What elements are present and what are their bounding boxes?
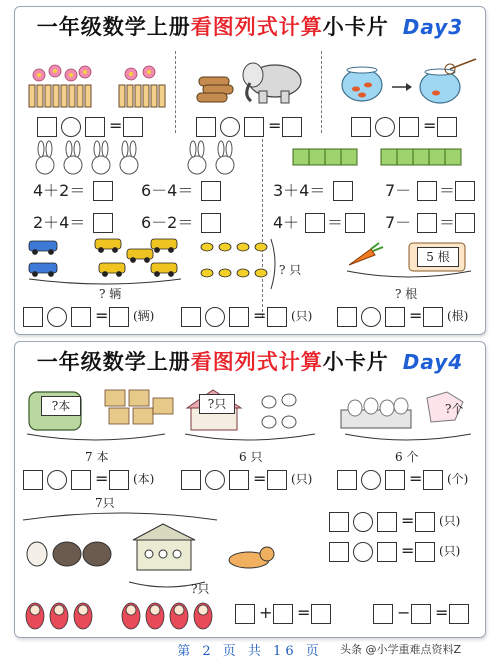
operator-circle[interactable] bbox=[353, 542, 373, 562]
answer-box[interactable] bbox=[201, 181, 221, 201]
question-label: ? 只 bbox=[279, 263, 302, 277]
answer-box[interactable] bbox=[305, 213, 325, 233]
answer-box[interactable] bbox=[337, 470, 357, 490]
answer-box[interactable] bbox=[423, 307, 443, 327]
answer-box[interactable] bbox=[71, 470, 91, 490]
answer-box[interactable] bbox=[455, 213, 475, 233]
answer-box[interactable] bbox=[415, 542, 435, 562]
answer-box[interactable] bbox=[267, 307, 287, 327]
operator-circle[interactable] bbox=[361, 307, 381, 327]
fishbowl-illustration bbox=[340, 59, 480, 105]
unit-label: (只) bbox=[291, 472, 313, 486]
answer-box[interactable] bbox=[71, 307, 91, 327]
answer-box[interactable] bbox=[93, 181, 113, 201]
title-part-1: 一年级数学上册 bbox=[36, 349, 191, 374]
operator-circle[interactable] bbox=[353, 512, 373, 532]
unit-label: (只) bbox=[291, 309, 313, 323]
problem-text: 6－2＝ bbox=[141, 213, 194, 232]
answer-box[interactable] bbox=[109, 470, 129, 490]
problem-text: ＝ bbox=[439, 213, 456, 232]
question-label: ?只 bbox=[191, 582, 210, 596]
operator-circle[interactable] bbox=[220, 117, 240, 137]
flower-fence-illustration bbox=[27, 63, 167, 109]
total-label: 7 本 bbox=[85, 450, 109, 464]
answer-box[interactable] bbox=[377, 542, 397, 562]
unit-label: (根) bbox=[447, 309, 469, 323]
problem-text: 6－4＝ bbox=[141, 181, 194, 200]
question-bubble: ?个 bbox=[445, 402, 464, 416]
day-label: Day4 bbox=[402, 350, 464, 374]
title-part-3: 小卡片 bbox=[322, 14, 389, 39]
answer-box[interactable] bbox=[93, 213, 113, 233]
answer-box[interactable] bbox=[373, 604, 393, 624]
answer-box[interactable] bbox=[23, 470, 43, 490]
problem-text: 2＋4＝ bbox=[33, 213, 86, 232]
answer-box[interactable] bbox=[385, 470, 405, 490]
operator-circle[interactable] bbox=[205, 307, 225, 327]
answer-box[interactable] bbox=[437, 117, 457, 137]
problem-text: 3＋4＝ bbox=[273, 181, 326, 200]
answer-box[interactable] bbox=[385, 307, 405, 327]
answer-box[interactable] bbox=[229, 307, 249, 327]
equals-sign: = bbox=[297, 603, 311, 622]
brace-lines bbox=[25, 432, 475, 446]
brace-line bbox=[345, 269, 475, 283]
answer-box[interactable] bbox=[181, 307, 201, 327]
unit-label: (只) bbox=[439, 514, 461, 528]
question-label: ? 根 bbox=[395, 287, 418, 301]
cars-illustration bbox=[25, 237, 185, 283]
answer-box[interactable] bbox=[417, 213, 437, 233]
separator bbox=[321, 51, 322, 133]
answer-box[interactable] bbox=[415, 512, 435, 532]
answer-box[interactable] bbox=[229, 470, 249, 490]
page-footer: 第 2 页 共 16 页 bbox=[177, 644, 323, 659]
answer-box[interactable] bbox=[273, 604, 293, 624]
answer-box[interactable] bbox=[337, 307, 357, 327]
operator-circle[interactable] bbox=[361, 470, 381, 490]
answer-box[interactable] bbox=[377, 512, 397, 532]
answer-box[interactable] bbox=[333, 181, 353, 201]
answer-box[interactable] bbox=[244, 117, 264, 137]
day-label: Day3 bbox=[402, 15, 464, 39]
answer-box[interactable] bbox=[201, 213, 221, 233]
answer-box[interactable] bbox=[235, 604, 255, 624]
equals-sign: = bbox=[253, 306, 267, 325]
total-label: 7只 bbox=[95, 496, 115, 510]
unit-label: (只) bbox=[439, 544, 461, 558]
question-bubble: ?本 bbox=[41, 396, 81, 416]
answer-box[interactable] bbox=[329, 542, 349, 562]
answer-box[interactable] bbox=[399, 117, 419, 137]
total-label: 6 只 bbox=[239, 450, 263, 464]
watermark: 头条 @小学重难点资料Z bbox=[340, 643, 462, 656]
answer-box[interactable] bbox=[181, 470, 201, 490]
problem-text: 4＋2＝ bbox=[33, 181, 86, 200]
answer-box[interactable] bbox=[267, 470, 287, 490]
equals-sign: = bbox=[401, 541, 415, 560]
separator bbox=[175, 51, 176, 133]
answer-box[interactable] bbox=[311, 604, 331, 624]
operator-circle[interactable] bbox=[47, 470, 67, 490]
answer-box[interactable] bbox=[123, 117, 143, 137]
carrot-count-label: 5 根 bbox=[417, 247, 459, 267]
title-part-3: 小卡片 bbox=[322, 349, 389, 374]
answer-box[interactable] bbox=[85, 117, 105, 137]
total-label: 6 个 bbox=[395, 450, 419, 464]
operator-circle[interactable] bbox=[47, 307, 67, 327]
equals-sign: = bbox=[409, 469, 423, 488]
answer-box[interactable] bbox=[196, 117, 216, 137]
question-bubble: ?只 bbox=[199, 394, 235, 414]
dolls-illustration bbox=[23, 596, 223, 630]
equals-sign: = bbox=[423, 116, 437, 135]
title-part-red: 看图列式计算 bbox=[190, 349, 323, 374]
answer-box[interactable] bbox=[417, 181, 437, 201]
answer-box[interactable] bbox=[411, 604, 431, 624]
cube-blocks-illustration bbox=[291, 145, 471, 169]
card-day4 bbox=[14, 341, 486, 638]
equals-sign: = bbox=[95, 306, 109, 325]
carrot-icon bbox=[345, 241, 385, 271]
equals-sign: = bbox=[95, 469, 109, 488]
answer-box[interactable] bbox=[423, 470, 443, 490]
equals-sign: = bbox=[409, 306, 423, 325]
unit-label: (辆) bbox=[133, 309, 155, 323]
answer-box[interactable] bbox=[351, 117, 371, 137]
operator-circle[interactable] bbox=[205, 470, 225, 490]
minus-sign: − bbox=[397, 603, 411, 622]
card-day3 bbox=[14, 6, 486, 335]
cats-birdhouse-illustration bbox=[23, 520, 323, 580]
answer-box[interactable] bbox=[23, 307, 43, 327]
unit-label: (本) bbox=[133, 472, 155, 486]
title-part-1: 一年级数学上册 bbox=[36, 14, 191, 39]
answer-box[interactable] bbox=[109, 307, 129, 327]
card-title bbox=[15, 346, 485, 376]
question-label: ? 辆 bbox=[99, 287, 122, 301]
rabbits-illustration bbox=[27, 141, 257, 177]
equals-sign: = bbox=[109, 116, 123, 135]
answer-box[interactable] bbox=[449, 604, 469, 624]
equals-sign: = bbox=[253, 469, 267, 488]
plus-sign: + bbox=[259, 603, 273, 622]
elephant-logs-illustration bbox=[195, 55, 305, 105]
answer-box[interactable] bbox=[329, 512, 349, 532]
answer-box[interactable] bbox=[345, 213, 365, 233]
equals-sign: = bbox=[435, 603, 449, 622]
problem-text: 7－ bbox=[385, 181, 412, 200]
unit-label: (个) bbox=[447, 472, 469, 486]
title-part-red: 看图列式计算 bbox=[190, 14, 323, 39]
operator-circle[interactable] bbox=[61, 117, 81, 137]
problem-text: 7－ bbox=[385, 213, 412, 232]
equals-sign: = bbox=[268, 116, 282, 135]
operator-circle[interactable] bbox=[375, 117, 395, 137]
problem-text: ＝ bbox=[327, 213, 344, 232]
problem-text: 4＋ bbox=[273, 213, 300, 232]
card-title bbox=[15, 11, 485, 41]
answer-box[interactable] bbox=[282, 117, 302, 137]
bees-illustration bbox=[197, 239, 277, 295]
answer-box[interactable] bbox=[455, 181, 475, 201]
problem-text: ＝ bbox=[439, 181, 456, 200]
answer-box[interactable] bbox=[37, 117, 57, 137]
equals-sign: = bbox=[401, 511, 415, 530]
